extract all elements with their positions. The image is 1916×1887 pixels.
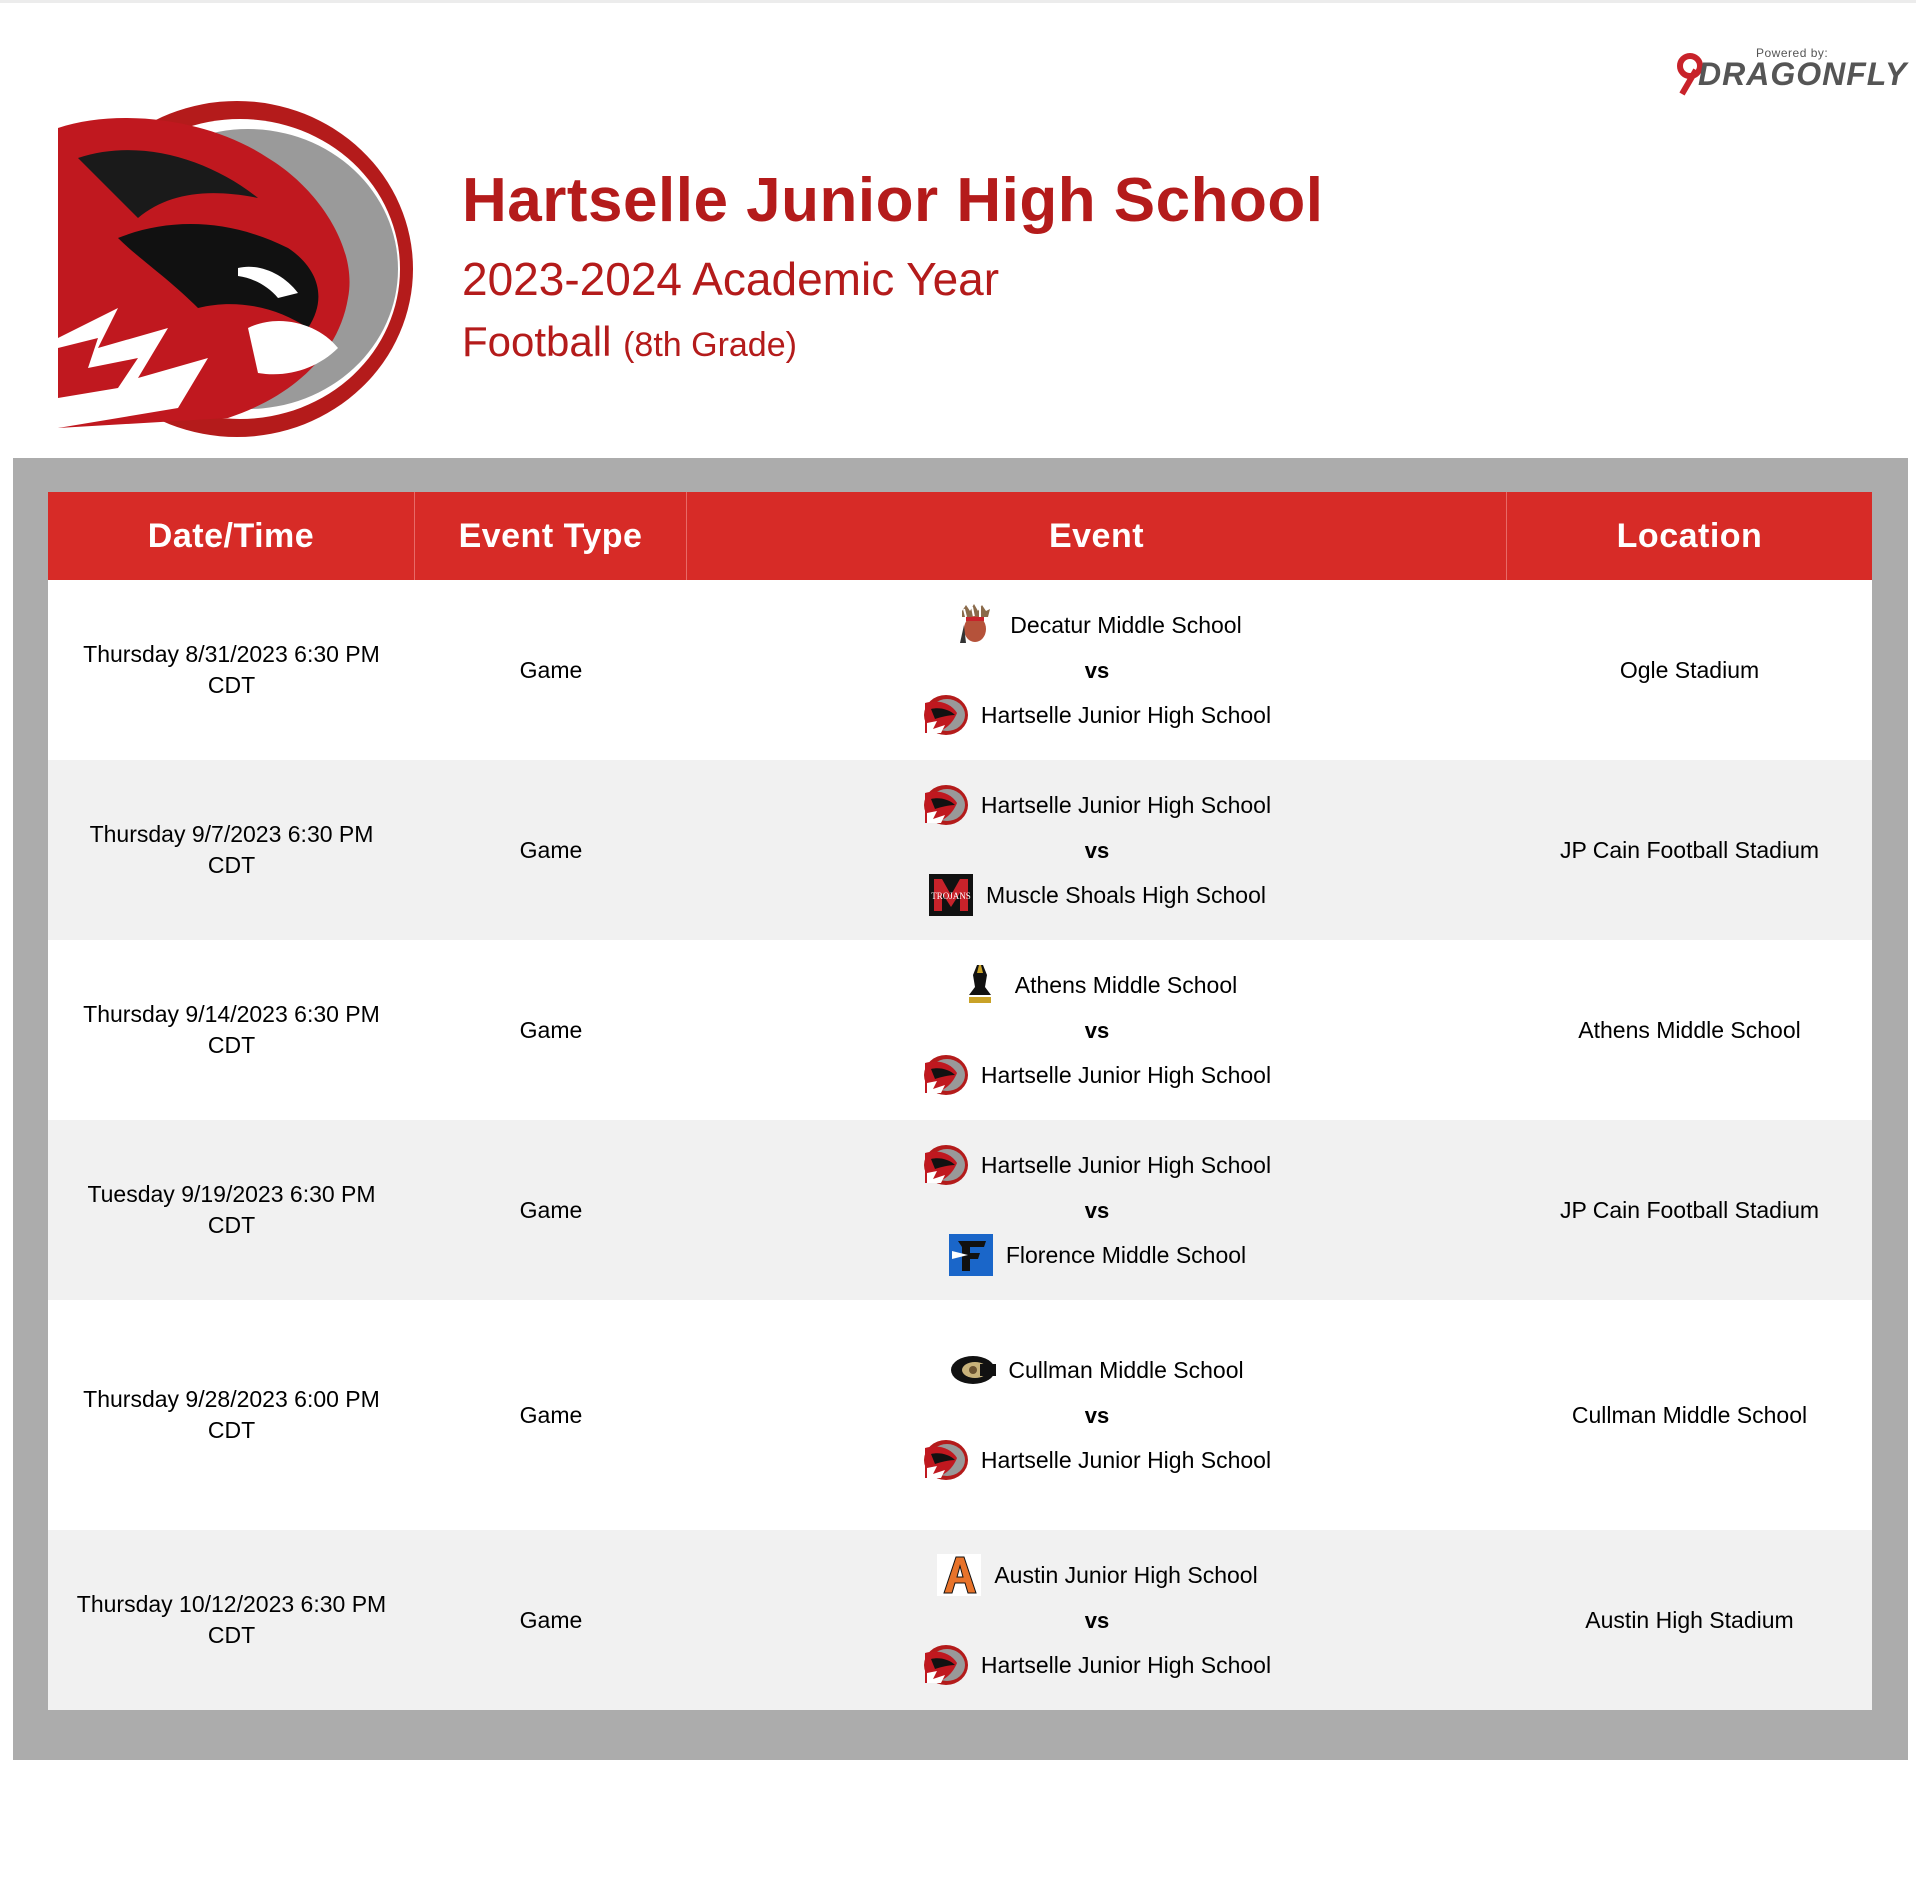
column-header-event-type: Event Type (415, 492, 687, 580)
event-location: Austin High Stadium (1585, 1606, 1794, 1633)
event-cell (687, 580, 1507, 760)
team-entry[interactable] (923, 1053, 1271, 1098)
column-header-event: Event (687, 492, 1507, 580)
team-name: Cullman Middle School (1008, 1356, 1244, 1383)
tiger-head-icon (923, 1143, 969, 1187)
team-name: Muscle Shoals High School (986, 881, 1266, 908)
team-name: Athens Middle School (1014, 971, 1238, 998)
team-name: Hartselle Junior High School (980, 791, 1272, 818)
team-name: Decatur Middle School (1010, 611, 1242, 638)
vs-label: vs (1084, 1402, 1110, 1428)
event-type-cell (415, 760, 687, 940)
vs-label: vs (1084, 1607, 1110, 1633)
datetime-cell (48, 940, 415, 1120)
sport-heading (462, 318, 797, 366)
team-entry[interactable] (957, 963, 1237, 1008)
event-type: Game (519, 1606, 583, 1633)
academic-year: 2023-2024 Academic Year (462, 253, 1000, 305)
event-date: Thursday 9/14/2023 6:30 PM (83, 1001, 380, 1027)
team-name: Hartselle Junior High School (980, 1446, 1272, 1473)
grade-level: (8th Grade) (623, 326, 797, 364)
event-type-cell (415, 940, 687, 1120)
trojans-m-icon (928, 873, 974, 917)
location-cell (1507, 760, 1872, 940)
event-type-cell (415, 1530, 687, 1710)
team-entry[interactable] (923, 783, 1271, 828)
event-timezone: CDT (207, 672, 256, 698)
table-row (48, 940, 1872, 1120)
event-type: Game (519, 656, 583, 683)
event-location: Athens Middle School (1578, 1016, 1801, 1043)
event-type: Game (519, 836, 583, 863)
table-row (48, 1120, 1872, 1300)
vs-label: vs (1084, 1197, 1110, 1223)
svg-text:TROJANS: TROJANS (931, 891, 971, 901)
location-cell (1507, 1530, 1872, 1710)
team-name: Hartselle Junior High School (980, 701, 1272, 728)
page-title: Hartselle Junior High School (462, 166, 1324, 235)
tiger-head-icon (58, 98, 416, 440)
event-date: Thursday 10/12/2023 6:30 PM (76, 1591, 387, 1617)
event-type: Game (519, 1196, 583, 1223)
team-entry[interactable] (923, 693, 1271, 738)
location-cell (1507, 580, 1872, 760)
dragonfly-wordmark: DRAGONFLY (1698, 56, 1908, 92)
team-name: Hartselle Junior High School (980, 1061, 1272, 1088)
event-date: Thursday 9/7/2023 6:30 PM (89, 821, 374, 847)
location-cell (1507, 1300, 1872, 1530)
team-entry[interactable] (928, 873, 1266, 918)
team-name: Florence Middle School (1005, 1241, 1247, 1268)
event-type: Game (519, 1016, 583, 1043)
vs-label: vs (1084, 837, 1110, 863)
datetime-cell (48, 1530, 415, 1710)
tiger-head-icon (923, 783, 969, 827)
event-date: Thursday 9/28/2023 6:00 PM (83, 1386, 380, 1412)
team-name: Hartselle Junior High School (980, 1151, 1272, 1178)
tiger-head-icon (923, 693, 969, 737)
column-header-location: Location (1616, 516, 1763, 555)
event-location: Cullman Middle School (1571, 1401, 1808, 1428)
datetime-cell (48, 760, 415, 940)
table-row (48, 760, 1872, 940)
schedule-table (48, 492, 1872, 1710)
event-type-cell (415, 580, 687, 760)
location-cell (1507, 940, 1872, 1120)
table-row (48, 580, 1872, 760)
table-header (48, 492, 1872, 580)
event-timezone: CDT (207, 1212, 256, 1238)
event-type: Game (519, 1401, 583, 1428)
event-cell (687, 1120, 1507, 1300)
sport-name: Football (462, 318, 612, 365)
event-cell (687, 940, 1507, 1120)
tiger-head-icon (923, 1438, 969, 1482)
team-entry[interactable] (923, 1643, 1271, 1688)
table-body (48, 580, 1872, 1710)
chief-head-icon (952, 603, 998, 647)
bearcat-c-icon (950, 1348, 996, 1392)
team-name: Hartselle Junior High School (980, 1651, 1272, 1678)
powered-by-logo[interactable] (1670, 46, 1910, 96)
column-header-datetime: Date/Time (48, 492, 415, 580)
spartan-icon (957, 963, 1003, 1007)
powered-by-label: Powered by: (1756, 46, 1829, 60)
table-row (48, 1530, 1872, 1710)
tiger-head-icon (923, 1643, 969, 1687)
vs-label: vs (1084, 657, 1110, 683)
team-entry[interactable] (923, 1438, 1271, 1483)
team-entry[interactable] (923, 1143, 1271, 1188)
team-entry[interactable] (950, 1348, 1243, 1393)
event-location: JP Cain Football Stadium (1559, 1196, 1820, 1223)
falcon-f-icon (948, 1233, 994, 1277)
location-cell (1507, 1120, 1872, 1300)
team-name: Austin Junior High School (994, 1561, 1258, 1588)
event-cell (687, 1530, 1507, 1710)
table-row (48, 1300, 1872, 1530)
tiger-head-icon (923, 1053, 969, 1097)
event-date: Thursday 8/31/2023 6:30 PM (83, 641, 380, 667)
datetime-cell (48, 580, 415, 760)
team-entry[interactable] (948, 1233, 1246, 1278)
event-timezone: CDT (207, 1417, 256, 1443)
event-type-cell (415, 1300, 687, 1530)
event-cell (687, 1300, 1507, 1530)
team-entry[interactable] (952, 603, 1241, 648)
letter-a-icon (936, 1553, 982, 1597)
event-timezone: CDT (207, 852, 256, 878)
event-cell (687, 760, 1507, 940)
team-entry[interactable] (936, 1553, 1257, 1598)
event-timezone: CDT (207, 1622, 256, 1648)
event-date: Tuesday 9/19/2023 6:30 PM (87, 1181, 376, 1207)
top-border (0, 0, 1916, 3)
event-type-cell (415, 1120, 687, 1300)
vs-label: vs (1084, 1017, 1110, 1043)
event-location: JP Cain Football Stadium (1559, 836, 1820, 863)
event-location: Ogle Stadium (1619, 656, 1760, 683)
event-timezone: CDT (207, 1032, 256, 1058)
datetime-cell (48, 1120, 415, 1300)
datetime-cell (48, 1300, 415, 1530)
